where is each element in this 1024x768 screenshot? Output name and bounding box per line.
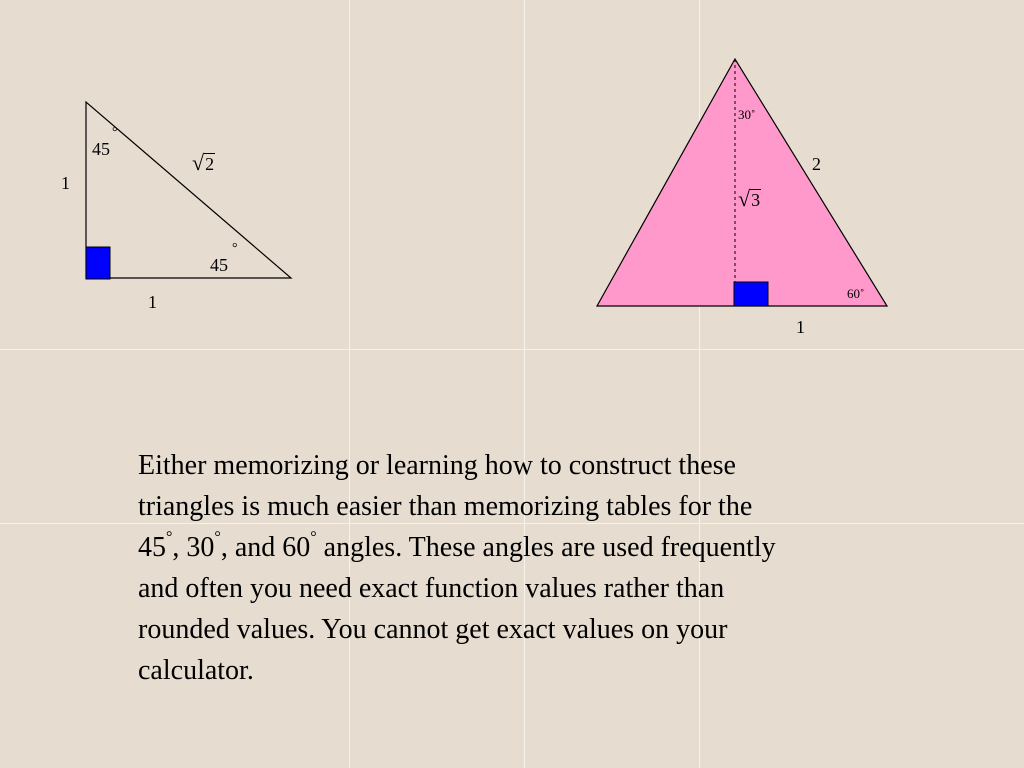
right-base-label: 1: [796, 317, 805, 337]
left-top-angle-label: 45: [92, 139, 110, 159]
body-text-fragment: angles. These angles are used frequently: [316, 532, 776, 563]
degree-symbol: °: [214, 529, 221, 546]
body-line: calculator.: [138, 655, 254, 686]
body-line: [138, 527, 938, 568]
right-height-label: [738, 188, 761, 210]
left-horizontal-leg-label: 1: [148, 292, 157, 312]
left-bottom-angle-label: 45: [210, 255, 228, 275]
degree-symbol: °: [310, 529, 317, 546]
left-bottom-angle-degree: °: [232, 241, 238, 256]
equilateral-triangle: [597, 59, 887, 306]
degree-symbol: °: [166, 529, 173, 546]
left-top-angle-degree: °: [112, 125, 118, 140]
body-text-fragment: , and 60: [220, 532, 311, 563]
body-paragraph: [138, 445, 938, 691]
left-vertical-leg-label: 1: [61, 173, 70, 193]
body-text-fragment: 45: [138, 532, 166, 563]
right-side-label: 2: [812, 154, 821, 174]
hypotenuse-radicand: 2: [205, 154, 215, 174]
sqrt-symbol: √: [738, 186, 751, 211]
height-radicand: 3: [751, 190, 761, 210]
body-line: Either memorizing or learning how to construct these: [138, 450, 736, 481]
right-angle-marker-right: [734, 282, 768, 306]
body-line: rounded values. You cannot get exact values on your: [138, 614, 728, 645]
body-line: and often you need exact function values rather than: [138, 573, 725, 604]
body-line: triangles is much easier than memorizing tables for the: [138, 491, 753, 522]
body-text-fragment: , 30: [172, 532, 215, 563]
right-bottom-angle-label: 60˚: [847, 286, 865, 301]
right-top-angle-label: 30˚: [738, 107, 756, 122]
sqrt-symbol: √: [192, 150, 205, 175]
